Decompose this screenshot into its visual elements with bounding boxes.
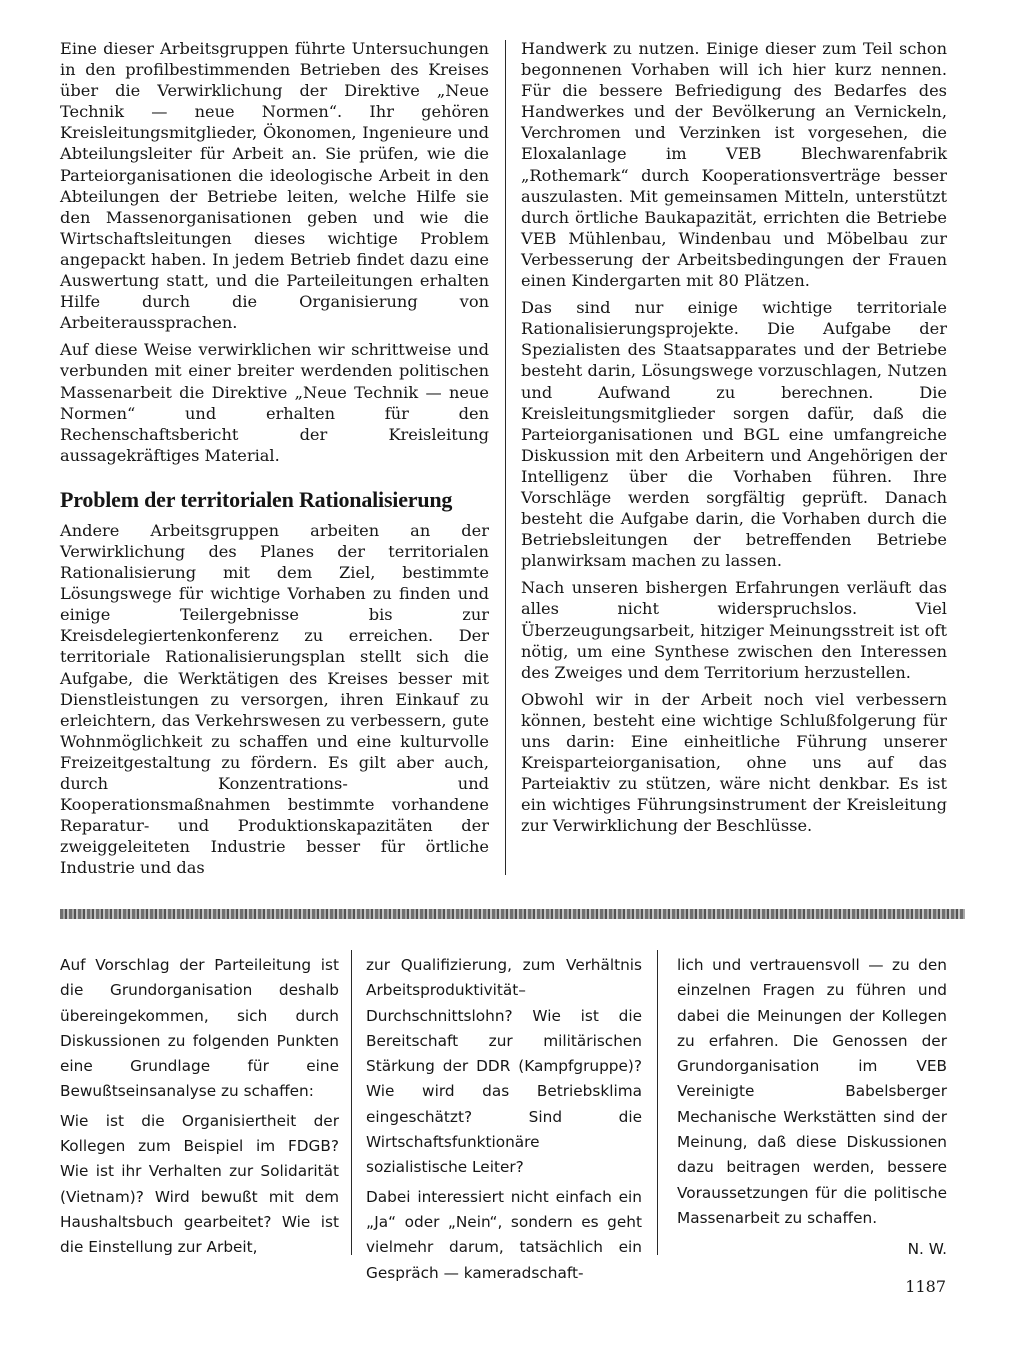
paragraph: Auf Vorschlag der Parteileitung ist die Grundorganisation deshalb übereingekommen, sich durch Diskussionen zu folgenden Punkten eine Grundlage für eine Bewußtseinsanalyse zu schaffen: [60, 956, 339, 1101]
paragraph: Handwerk zu nutzen. Einige dieser zum Teil schon begonnenen Vorhaben will ich hier kurz nennen. Für die bessere Befriedigung des Bedarfes des Handwerkes und der Bevölkerung an Vernickeln, Verchromen und Verzinken ist vorgesehen, die Eloxalanlage im VEB Blechwarenfabrik „Rothemark“ durch Kooperationsverträge besser auszulasten. Mit gemeinsamen Mitteln, unterstützt durch örtliche Baukapazität, errichten die Betriebe VEB Mühlenbau, Windenbau und Möbelbau zur Verbesserung der Arbeitsbedingungen der Frauen einen Kindergarten mit 80 Plätzen. [521, 39, 947, 291]
box-column-1 [60, 953, 339, 1265]
paragraph: lich und vertrauensvoll — zu den einzelnen Fragen zu führen und dabei die Meinungen der Kollegen zu erfahren. Die Genossen der Grundorganisation im VEB Vereinigte Babelsberger Mechanische Werkstätten sind der Meinung, daß diese Diskussionen dazu beitragen werden, bessere Voraussetzungen für die politische Massenarbeit zu schaffen. [677, 956, 947, 1227]
paragraph: Obwohl wir in der Arbeit noch viel verbessern können, besteht eine wichtige Schlußfolgerung für uns darin: Eine einheitliche Führung unserer Kreisparteiorganisation, ohne uns auf das Parteiaktiv zu stützen, wäre nicht denkbar. Es ist ein wichtiges Führungsinstrument der Kreisleitung zur Verwirklichung der Beschlüsse. [521, 689, 947, 836]
paragraph: Nach unseren bishergen Erfahrungen verläuft das alles nicht widerspruchslos. Viel Überzeugungsarbeit, hitziger Meinungsstreit ist oft nötig, um eine Synthese zwischen den Interessen des Zweiges und dem Territorium herzustellen. [521, 578, 947, 682]
box-column-2 [366, 953, 642, 1290]
column-divider [505, 40, 506, 875]
column-divider [351, 950, 352, 1255]
section-separator-band [60, 909, 965, 919]
paragraph: Andere Arbeitsgruppen arbeiten an der Verwirklichung des Planes der territorialen Rationalisierung mit dem Ziel, bestimmte Lösungswege für wichtige Vorhaben zu finden und einige Teilergebnisse bis zur Kreisdelegiertenkonferenz zu erreichen. Der territoriale Rationalisierungsplan stellt sich die Aufgabe, die Werktätigen des Kreises besser mit Dienstleistungen zu versorgen, ihren Einkauf zu erleichtern, das Verkehrswesen zu verbessern, gute Wohnmöglichkeit zu schaffen und eine kulturvolle Freizeitgestaltung zu fördern. Es gilt aber auch, durch Konzentrations- und Kooperationsmaßnahmen bestimmte vorhandene Reparatur- und Produktionskapazitäten der zweiggeleiteten Industrie besser für örtliche Industrie und das [60, 520, 489, 878]
paragraph: Dabei interessiert nicht einfach ein „Ja“ oder „Nein“, sondern es geht vielmehr darum, tatsächlich ein Gespräch — kameradschaft- [366, 1187, 642, 1282]
paragraph: Auf diese Weise verwirklichen wir schrittweise und verbunden mit einer breiter werdenden politischen Massenarbeit die Direktive „Neue Technik — neue Normen“ und erhalten für den Rechenschaftsbericht der Kreisleitung aussagekräftiges Material. [60, 340, 489, 465]
article-column-right [521, 38, 947, 842]
column-divider [657, 950, 658, 1255]
author-signature: N. W. [907, 1240, 947, 1259]
paragraph: Das sind nur einige wichtige territoriale Rationalisierungsprojekte. Die Aufgabe der Spezialisten des Staatsapparates und der Betriebe besteht darin, Lösungswege vorzuschlagen, Nutzen und Aufwand zu berechnen. Die Kreisleitungsmitglieder sorgen dafür, daß die Parteiorganisationen und BGL eine umfangreiche Diskussion mit den Arbeitern und Angehörigen der Intelligenz über die Vorhaben führen. Ihre Vorschläge werden sorgfältig geprüft. Danach besteht die Aufgabe darin, die Vorhaben durch die Betriebsleitungen der betreffenden Betriebe planwirksam machen zu lassen. [521, 298, 947, 571]
box-column-3 [677, 953, 947, 1267]
article-column-left [60, 38, 489, 884]
paragraph: Wie ist die Organisiertheit der Kollegen zum Beispiel im FDGB? Wie ist ihr Verhalten zur Solidarität (Vietnam)? Wird bewußt mit dem Haushaltsbuch gearbeitet? Wie ist die Einstellung zur Arbeit, [60, 1111, 339, 1257]
paragraph: zur Qualifizierung, zum Verhältnis Arbeitsproduktivität–Durchschnittslohn? Wie ist die Bereitschaft zur militärischen Stärkung der DDR (Kampfgruppe)? Wie wird das Betriebsklima eingeschätzt? Sind die Wirtschaftsfunktionäre sozialistische Leiter? [366, 956, 642, 1177]
paragraph: Eine dieser Arbeitsgruppen führte Untersuchungen in den profilbestimmenden Betrieben des Kreises über die Verwirklichung der Direktive „Neue Technik — neue Normen“. Ihr gehören Kreisleitungsmitglieder, Ökonomen, Ingenieure und Abteilungsleiter für Arbeit an. Sie prüfen, wie die Parteiorganisationen die ideologische Arbeit in den Abteilungen der Betriebe leiten, welche Hilfe sie den Massenorganisationen geben und wie die Wirtschaftsleitungen dieses wichtige Problem angepackt haben. In jedem Betrieb findet dazu eine Auswertung statt, und die Parteileitungen erhalten Hilfe durch die Organisierung von Arbeiteraussprachen. [60, 39, 489, 333]
page-number: 1187 [905, 1277, 946, 1296]
section-heading: Problem der territorialen Rationalisierung [60, 486, 453, 512]
